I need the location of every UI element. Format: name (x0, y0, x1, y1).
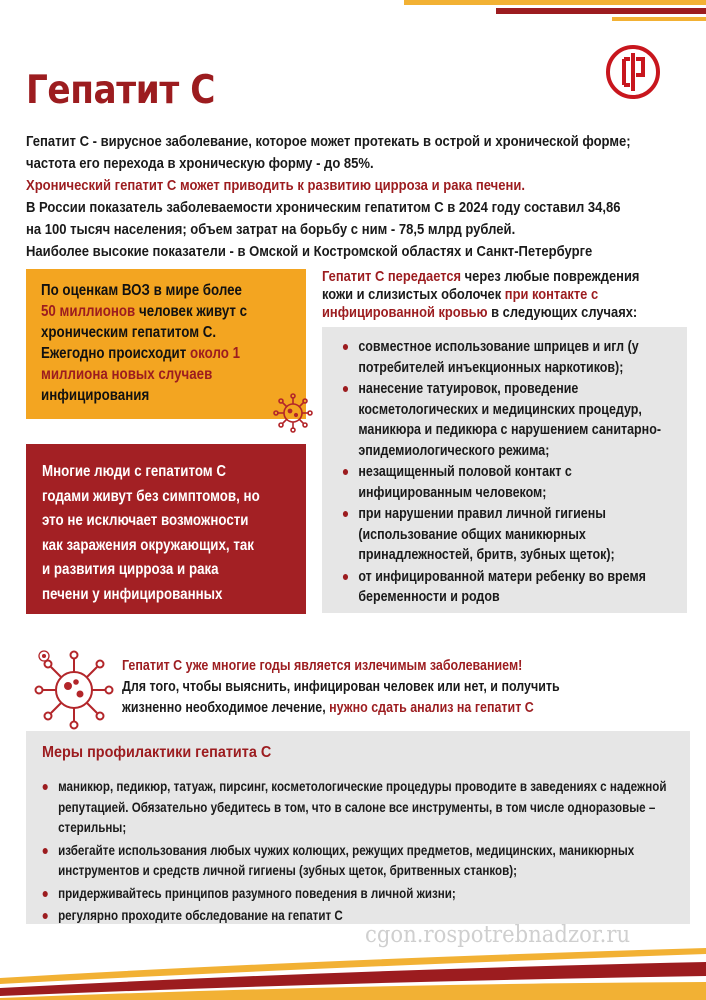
transmission-list-box (322, 327, 687, 613)
cure-text (122, 656, 706, 719)
who-line: хроническим гепатитом С. (41, 324, 217, 341)
prevention-list (34, 777, 679, 927)
list-item: нанесение татуировок, проведение косметологических и медицинских процедур, маникюра и педикюра с нарушением санитарно-эпидемиологического режима; (336, 379, 680, 461)
transmission-heading-line (322, 304, 683, 322)
who-stats-box (26, 269, 306, 419)
who-line (41, 301, 299, 322)
symptoms-box (26, 444, 306, 614)
symptoms-line: печени у инфицированных (42, 585, 223, 603)
intro-line: Наиболее высокие показатели - в Омской и Костромской областях и Санкт-Петербурге (26, 244, 593, 260)
prevention-title: Меры профилактики гепатита С (42, 744, 272, 761)
who-highlight: 50 миллионов (41, 303, 136, 320)
transmission-heading (322, 268, 683, 322)
symptoms-line: как заражения окружающих, так (42, 536, 254, 554)
transmission-highlight: Гепатит С передается (322, 268, 462, 285)
intro-line: Гепатит С - вирусное заболевание, которое может протекать в острой и хронической форме; (26, 134, 631, 150)
who-highlight: около 1 (189, 345, 240, 362)
prevention-box (26, 731, 690, 924)
virus-icon (272, 392, 314, 434)
intro-line-highlight: Хронический гепатит С может приводить к развитию цирроза и рака печени. (26, 178, 526, 194)
rospotrebnadzor-logo (606, 45, 660, 99)
transmission-highlight: при контакте с (504, 286, 599, 303)
cure-line (122, 698, 706, 719)
who-line-highlight: миллиона новых случаев (41, 366, 213, 383)
list-item: при нарушении правил личной гигиены (использование общих маникюрных принадлежностей, бритв, зубных щеток); (336, 504, 680, 566)
who-line (41, 343, 299, 364)
list-item: совместное использование шприцев и игл (у потребителей инъекционных наркотиков); (336, 337, 680, 378)
who-line: По оценкам ВОЗ в мире более (41, 282, 242, 299)
symptoms-line: годами живут без симптомов, но (42, 487, 260, 505)
cure-text-part: жизненно необходимое лечение, (122, 700, 330, 716)
symptoms-line: и развития цирроза и рака (42, 561, 219, 578)
transmission-text: в следующих случаях: (487, 304, 638, 321)
symptoms-line: это не исключает возможности (42, 512, 249, 529)
intro-line: на 100 тысяч населения; объем затрат на борьбу с ним - 78,5 млрд рублей. (26, 222, 516, 238)
list-item: от инфицированной матери ребенку во время беременности и родов (336, 567, 680, 608)
intro-text (26, 131, 638, 263)
list-item: регулярно проходите обследование на гепатит С (34, 906, 679, 927)
cure-line-highlight: Гепатит С уже многие годы является излечимым заболеванием! (122, 658, 523, 674)
page-title: Гепатит С (26, 68, 216, 113)
symptoms-line: Многие люди с гепатитом С (42, 463, 226, 480)
list-item: незащищенный половой контакт с инфицированным человеком; (336, 462, 680, 503)
list-item: придерживайтесь принципов разумного поведения в личной жизни; (34, 884, 679, 905)
virus-large-icon (30, 646, 118, 734)
top-stripe-gold-2 (612, 17, 706, 21)
cure-line: Для того, чтобы выяснить, инфицирован человек или нет, и получить (122, 679, 560, 695)
transmission-highlight: инфицированной кровью (322, 304, 488, 321)
transmission-heading-line (322, 286, 683, 304)
who-text: человек живут с (135, 303, 248, 320)
who-stats-text (41, 280, 299, 406)
who-text: Ежегодно происходит (41, 345, 190, 362)
transmission-text: кожи и слизистых оболочек (322, 286, 505, 303)
transmission-heading-line (322, 268, 683, 286)
intro-line: частота его перехода в хроническую форму - до 85%. (26, 156, 374, 172)
transmission-list (336, 337, 680, 608)
cure-highlight: нужно сдать анализ на гепатит С (329, 700, 534, 716)
watermark: cgon.rospotrebnadzor.ru (365, 922, 631, 948)
intro-line: В России показатель заболеваемости хроническим гепатитом С в 2024 году составил 34,86 (26, 200, 621, 216)
top-stripe-gold (404, 0, 706, 5)
top-stripe-red (496, 8, 706, 14)
transmission-text: через любые повреждения (461, 268, 640, 285)
list-item: избегайте использования любых чужих колющих, режущих предметов, медицинских, маникюрных инструментов и средств личной гигиены (зубных щеток, бритвенных станков); (34, 841, 679, 882)
list-item: маникюр, педикюр, татуаж, пирсинг, косметологические процедуры проводите в заведениях с надежной репутацией. Обязательно убедитесь в том, что в салоне все инструменты, в том числе одноразовые – стерильны; (34, 777, 679, 839)
symptoms-text (42, 460, 300, 607)
who-line: инфицирования (41, 387, 150, 404)
footer-decoration (0, 940, 706, 1000)
